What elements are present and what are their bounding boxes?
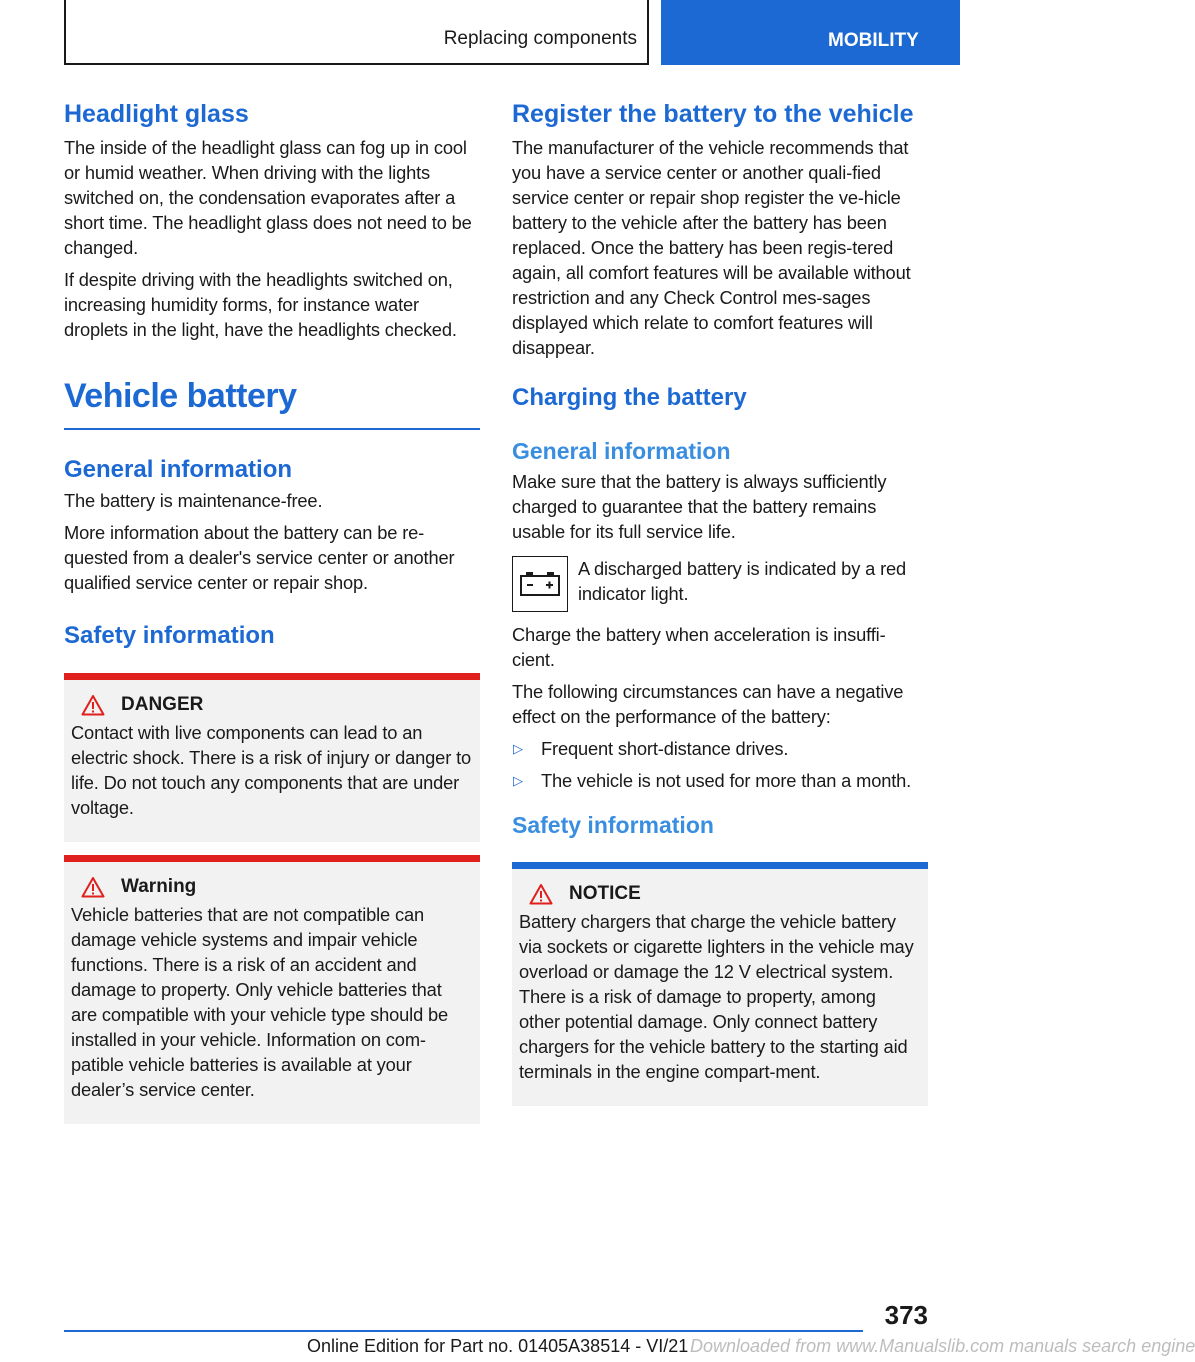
register-battery-heading: Register the battery to the vehicle	[512, 100, 914, 128]
charging-paragraph-2: Charge the battery when acceleration is insuffi‐cient.	[512, 624, 886, 670]
warning-triangle-icon	[81, 876, 105, 898]
circumstances-list	[512, 736, 928, 793]
charging-paragraph-3: The following circumstances can have a negative effect on the performance of the battery:	[512, 681, 904, 727]
danger-label: DANGER	[121, 694, 204, 715]
section-title: Replacing components	[443, 28, 637, 49]
safety-information-heading: Safety information	[64, 622, 275, 649]
charging-safety-heading: Safety information	[512, 812, 714, 838]
general-paragraph-2: More information about the battery can be re‐quested from a dealer's service center or another qualified service center or repair shop.	[64, 522, 455, 593]
footer-rule	[64, 1330, 863, 1332]
battery-indicator-icon	[512, 556, 568, 612]
chapter-tab[interactable]: MOBILITY	[661, 0, 960, 65]
battery-indicator-text: A discharged battery is indicated by a red indicator light.	[578, 558, 907, 604]
notice-alert	[512, 862, 928, 1106]
charging-battery-heading: Charging the battery	[512, 384, 747, 411]
headlight-glass-heading: Headlight glass	[64, 100, 249, 128]
charging-paragraph-1: Make sure that the battery is always sufficiently charged to guarantee that the battery remains usable for its full service life.	[512, 471, 887, 542]
left-column	[64, 100, 480, 1124]
notice-label: NOTICE	[569, 883, 641, 904]
list-item	[512, 768, 928, 793]
danger-alert	[64, 673, 480, 842]
register-paragraph: The manufacturer of the vehicle recommends that you have a service center or another quali‐fied service center or repair shop register the ve‐hicle battery to the vehicle after the battery has been replaced. Once the battery has been regis‐tered again, all comfort features will be available without restriction and any Check Control mes‐sages displayed which relate to comfort features will disappear.	[512, 137, 911, 358]
general-information-heading: General information	[64, 456, 293, 483]
battery-indicator-note	[512, 556, 928, 612]
notice-text: Battery chargers that charge the vehicle battery via sockets or cigarette lighters in the vehicle may overload or damage the 12 V electrical system. There is a risk of damage to property, among other potential damage. Only connect battery chargers for the vehicle battery to the starting aid terminals in the engine compart‐ment.	[519, 911, 914, 1082]
watermark: Downloaded from www.Manualslib.com manuals search engine	[690, 1336, 1195, 1356]
heading-rule	[64, 428, 480, 430]
warning-text: Vehicle batteries that are not compatible can damage vehicle systems and impair vehicle functions. There is a risk of an accident and damage to property. Only vehicle batteries that are compatible with your vehicle type should be installed in your vehicle. Information on com‐patible vehicle batteries is available at your dealer’s service center.	[71, 904, 449, 1100]
list-item-text: The vehicle is not used for more than a month.	[541, 770, 912, 791]
charging-general-heading: General information	[512, 438, 731, 464]
warning-alert	[64, 855, 480, 1124]
warning-label: Warning	[121, 876, 197, 897]
right-column	[512, 100, 928, 1106]
bullet-triangle-icon: ▷	[513, 773, 523, 788]
vehicle-battery-heading: Vehicle battery	[64, 377, 297, 415]
warning-triangle-icon	[529, 883, 553, 905]
page-number: 373	[884, 1300, 928, 1330]
list-item	[512, 736, 928, 761]
headlight-paragraph-1: The inside of the headlight glass can fog up in cool or humid weather. When driving with the lights switched on, the condensation evaporates after a short time. The headlight glass does not need to be changed.	[64, 137, 472, 258]
danger-text: Contact with live components can lead to an electric shock. There is a risk of injury or danger to life. Do not touch any components that are under voltage.	[71, 722, 472, 818]
bullet-triangle-icon: ▷	[513, 741, 523, 756]
warning-triangle-icon	[81, 694, 105, 716]
header-bar	[64, 0, 649, 65]
general-paragraph-1: The battery is maintenance-free.	[64, 490, 323, 511]
list-item-text: Frequent short-distance drives.	[541, 738, 789, 759]
headlight-paragraph-2: If despite driving with the headlights switched on, increasing humidity forms, for instance water droplets in the light, have the headlights checked.	[64, 269, 457, 340]
edition-info: Online Edition for Part no. 01405A38514 - VI/21	[307, 1336, 689, 1356]
